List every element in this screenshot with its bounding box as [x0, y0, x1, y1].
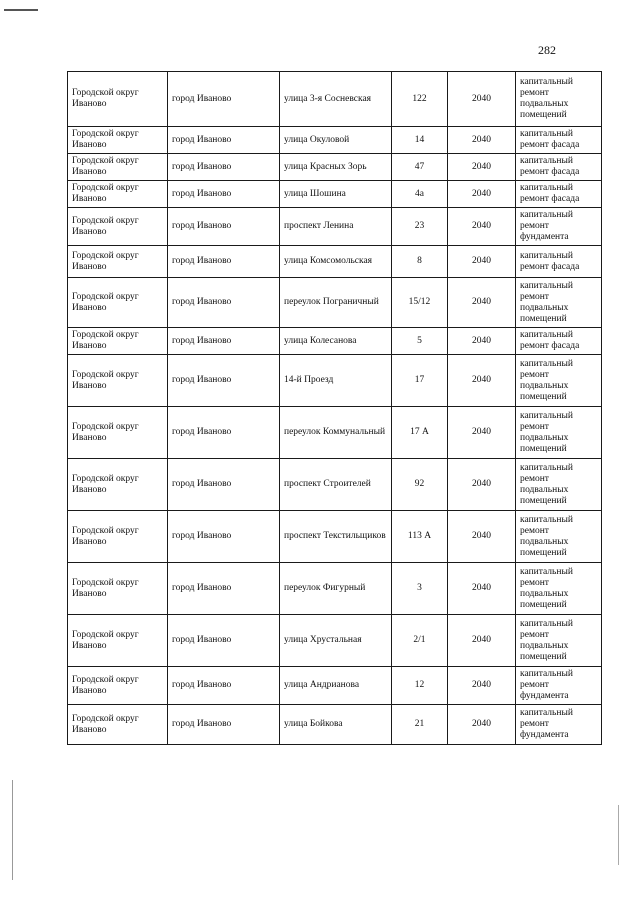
- work-type-cell: капитальный ремонт подвальных помещений: [516, 355, 602, 407]
- year-cell: 2040: [448, 355, 516, 407]
- work-type-cell: капитальный ремонт фундамента: [516, 667, 602, 705]
- work-type-cell: капитальный ремонт фасада: [516, 246, 602, 278]
- house-number-cell: 113 А: [392, 511, 448, 563]
- year-cell: 2040: [448, 511, 516, 563]
- municipality-cell: Городской округ Иваново: [68, 181, 168, 208]
- city-cell: город Иваново: [168, 328, 280, 355]
- table-row: [68, 72, 602, 127]
- work-type-cell: капитальный ремонт подвальных помещений: [516, 511, 602, 563]
- table-row: [68, 127, 602, 154]
- municipality-cell: Городской округ Иваново: [68, 667, 168, 705]
- house-number-cell: 17: [392, 355, 448, 407]
- house-number-cell: 14: [392, 127, 448, 154]
- municipality-cell: Городской округ Иваново: [68, 154, 168, 181]
- work-type-cell: капитальный ремонт подвальных помещений: [516, 278, 602, 328]
- municipality-cell: Городской округ Иваново: [68, 563, 168, 615]
- city-cell: город Иваново: [168, 181, 280, 208]
- street-cell: переулок Коммунальный: [280, 407, 392, 459]
- municipality-cell: Городской округ Иваново: [68, 72, 168, 127]
- house-number-cell: 5: [392, 328, 448, 355]
- house-number-cell: 4а: [392, 181, 448, 208]
- city-cell: город Иваново: [168, 705, 280, 745]
- year-cell: 2040: [448, 208, 516, 246]
- city-cell: город Иваново: [168, 667, 280, 705]
- municipality-cell: Городской округ Иваново: [68, 208, 168, 246]
- street-cell: улица Красных Зорь: [280, 154, 392, 181]
- table-row: [68, 246, 602, 278]
- city-cell: город Иваново: [168, 246, 280, 278]
- year-cell: 2040: [448, 127, 516, 154]
- municipality-cell: Городской округ Иваново: [68, 511, 168, 563]
- page-number: 282: [538, 43, 556, 57]
- house-number-cell: 15/12: [392, 278, 448, 328]
- street-cell: улица Окуловой: [280, 127, 392, 154]
- municipality-cell: Городской округ Иваново: [68, 705, 168, 745]
- year-cell: 2040: [448, 328, 516, 355]
- work-type-cell: капитальный ремонт фасада: [516, 328, 602, 355]
- table-row: [68, 511, 602, 563]
- municipality-cell: Городской округ Иваново: [68, 127, 168, 154]
- municipality-cell: Городской округ Иваново: [68, 278, 168, 328]
- municipality-cell: Городской округ Иваново: [68, 328, 168, 355]
- table-row: [68, 355, 602, 407]
- house-number-cell: 3: [392, 563, 448, 615]
- table-row: [68, 208, 602, 246]
- street-cell: улица Колесанова: [280, 328, 392, 355]
- city-cell: город Иваново: [168, 459, 280, 511]
- table-row: [68, 667, 602, 705]
- street-cell: улица 3-я Сосневская: [280, 72, 392, 127]
- street-cell: 14-й Проезд: [280, 355, 392, 407]
- street-cell: проспект Текстильщиков: [280, 511, 392, 563]
- work-type-cell: капитальный ремонт фасада: [516, 127, 602, 154]
- city-cell: город Иваново: [168, 407, 280, 459]
- house-number-cell: 2/1: [392, 615, 448, 667]
- city-cell: город Иваново: [168, 615, 280, 667]
- registry-table: [67, 71, 602, 745]
- house-number-cell: 122: [392, 72, 448, 127]
- table-row: [68, 328, 602, 355]
- municipality-cell: Городской округ Иваново: [68, 246, 168, 278]
- house-number-cell: 21: [392, 705, 448, 745]
- city-cell: город Иваново: [168, 355, 280, 407]
- work-type-cell: капитальный ремонт подвальных помещений: [516, 615, 602, 667]
- street-cell: переулок Пограничный: [280, 278, 392, 328]
- municipality-cell: Городской округ Иваново: [68, 355, 168, 407]
- year-cell: 2040: [448, 615, 516, 667]
- table-row: [68, 407, 602, 459]
- house-number-cell: 23: [392, 208, 448, 246]
- scan-mark: [618, 805, 619, 865]
- street-cell: улица Комсомольская: [280, 246, 392, 278]
- city-cell: город Иваново: [168, 72, 280, 127]
- year-cell: 2040: [448, 705, 516, 745]
- table-row: [68, 705, 602, 745]
- street-cell: улица Андрианова: [280, 667, 392, 705]
- street-cell: улица Бойкова: [280, 705, 392, 745]
- house-number-cell: 12: [392, 667, 448, 705]
- year-cell: 2040: [448, 278, 516, 328]
- work-type-cell: капитальный ремонт фасада: [516, 181, 602, 208]
- scan-mark: [12, 780, 13, 880]
- city-cell: город Иваново: [168, 563, 280, 615]
- city-cell: город Иваново: [168, 127, 280, 154]
- scan-mark: [4, 9, 38, 11]
- city-cell: город Иваново: [168, 154, 280, 181]
- year-cell: 2040: [448, 459, 516, 511]
- house-number-cell: 92: [392, 459, 448, 511]
- work-type-cell: капитальный ремонт подвальных помещений: [516, 563, 602, 615]
- work-type-cell: капитальный ремонт фасада: [516, 154, 602, 181]
- table-row: [68, 563, 602, 615]
- work-type-cell: капитальный ремонт фундамента: [516, 705, 602, 745]
- work-type-cell: капитальный ремонт подвальных помещений: [516, 72, 602, 127]
- year-cell: 2040: [448, 181, 516, 208]
- municipality-cell: Городской округ Иваново: [68, 407, 168, 459]
- municipality-cell: Городской округ Иваново: [68, 459, 168, 511]
- house-number-cell: 17 А: [392, 407, 448, 459]
- year-cell: 2040: [448, 72, 516, 127]
- year-cell: 2040: [448, 407, 516, 459]
- table-row: [68, 181, 602, 208]
- municipality-cell: Городской округ Иваново: [68, 615, 168, 667]
- street-cell: проспект Ленина: [280, 208, 392, 246]
- street-cell: проспект Строителей: [280, 459, 392, 511]
- year-cell: 2040: [448, 667, 516, 705]
- house-number-cell: 47: [392, 154, 448, 181]
- street-cell: улица Шошина: [280, 181, 392, 208]
- house-number-cell: 8: [392, 246, 448, 278]
- street-cell: переулок Фигурный: [280, 563, 392, 615]
- city-cell: город Иваново: [168, 208, 280, 246]
- table-row: [68, 615, 602, 667]
- street-cell: улица Хрустальная: [280, 615, 392, 667]
- table-row: [68, 278, 602, 328]
- registry-table-body: [68, 72, 602, 745]
- year-cell: 2040: [448, 246, 516, 278]
- table-row: [68, 459, 602, 511]
- work-type-cell: капитальный ремонт фундамента: [516, 208, 602, 246]
- work-type-cell: капитальный ремонт подвальных помещений: [516, 459, 602, 511]
- year-cell: 2040: [448, 563, 516, 615]
- table-row: [68, 154, 602, 181]
- city-cell: город Иваново: [168, 278, 280, 328]
- city-cell: город Иваново: [168, 511, 280, 563]
- year-cell: 2040: [448, 154, 516, 181]
- work-type-cell: капитальный ремонт подвальных помещений: [516, 407, 602, 459]
